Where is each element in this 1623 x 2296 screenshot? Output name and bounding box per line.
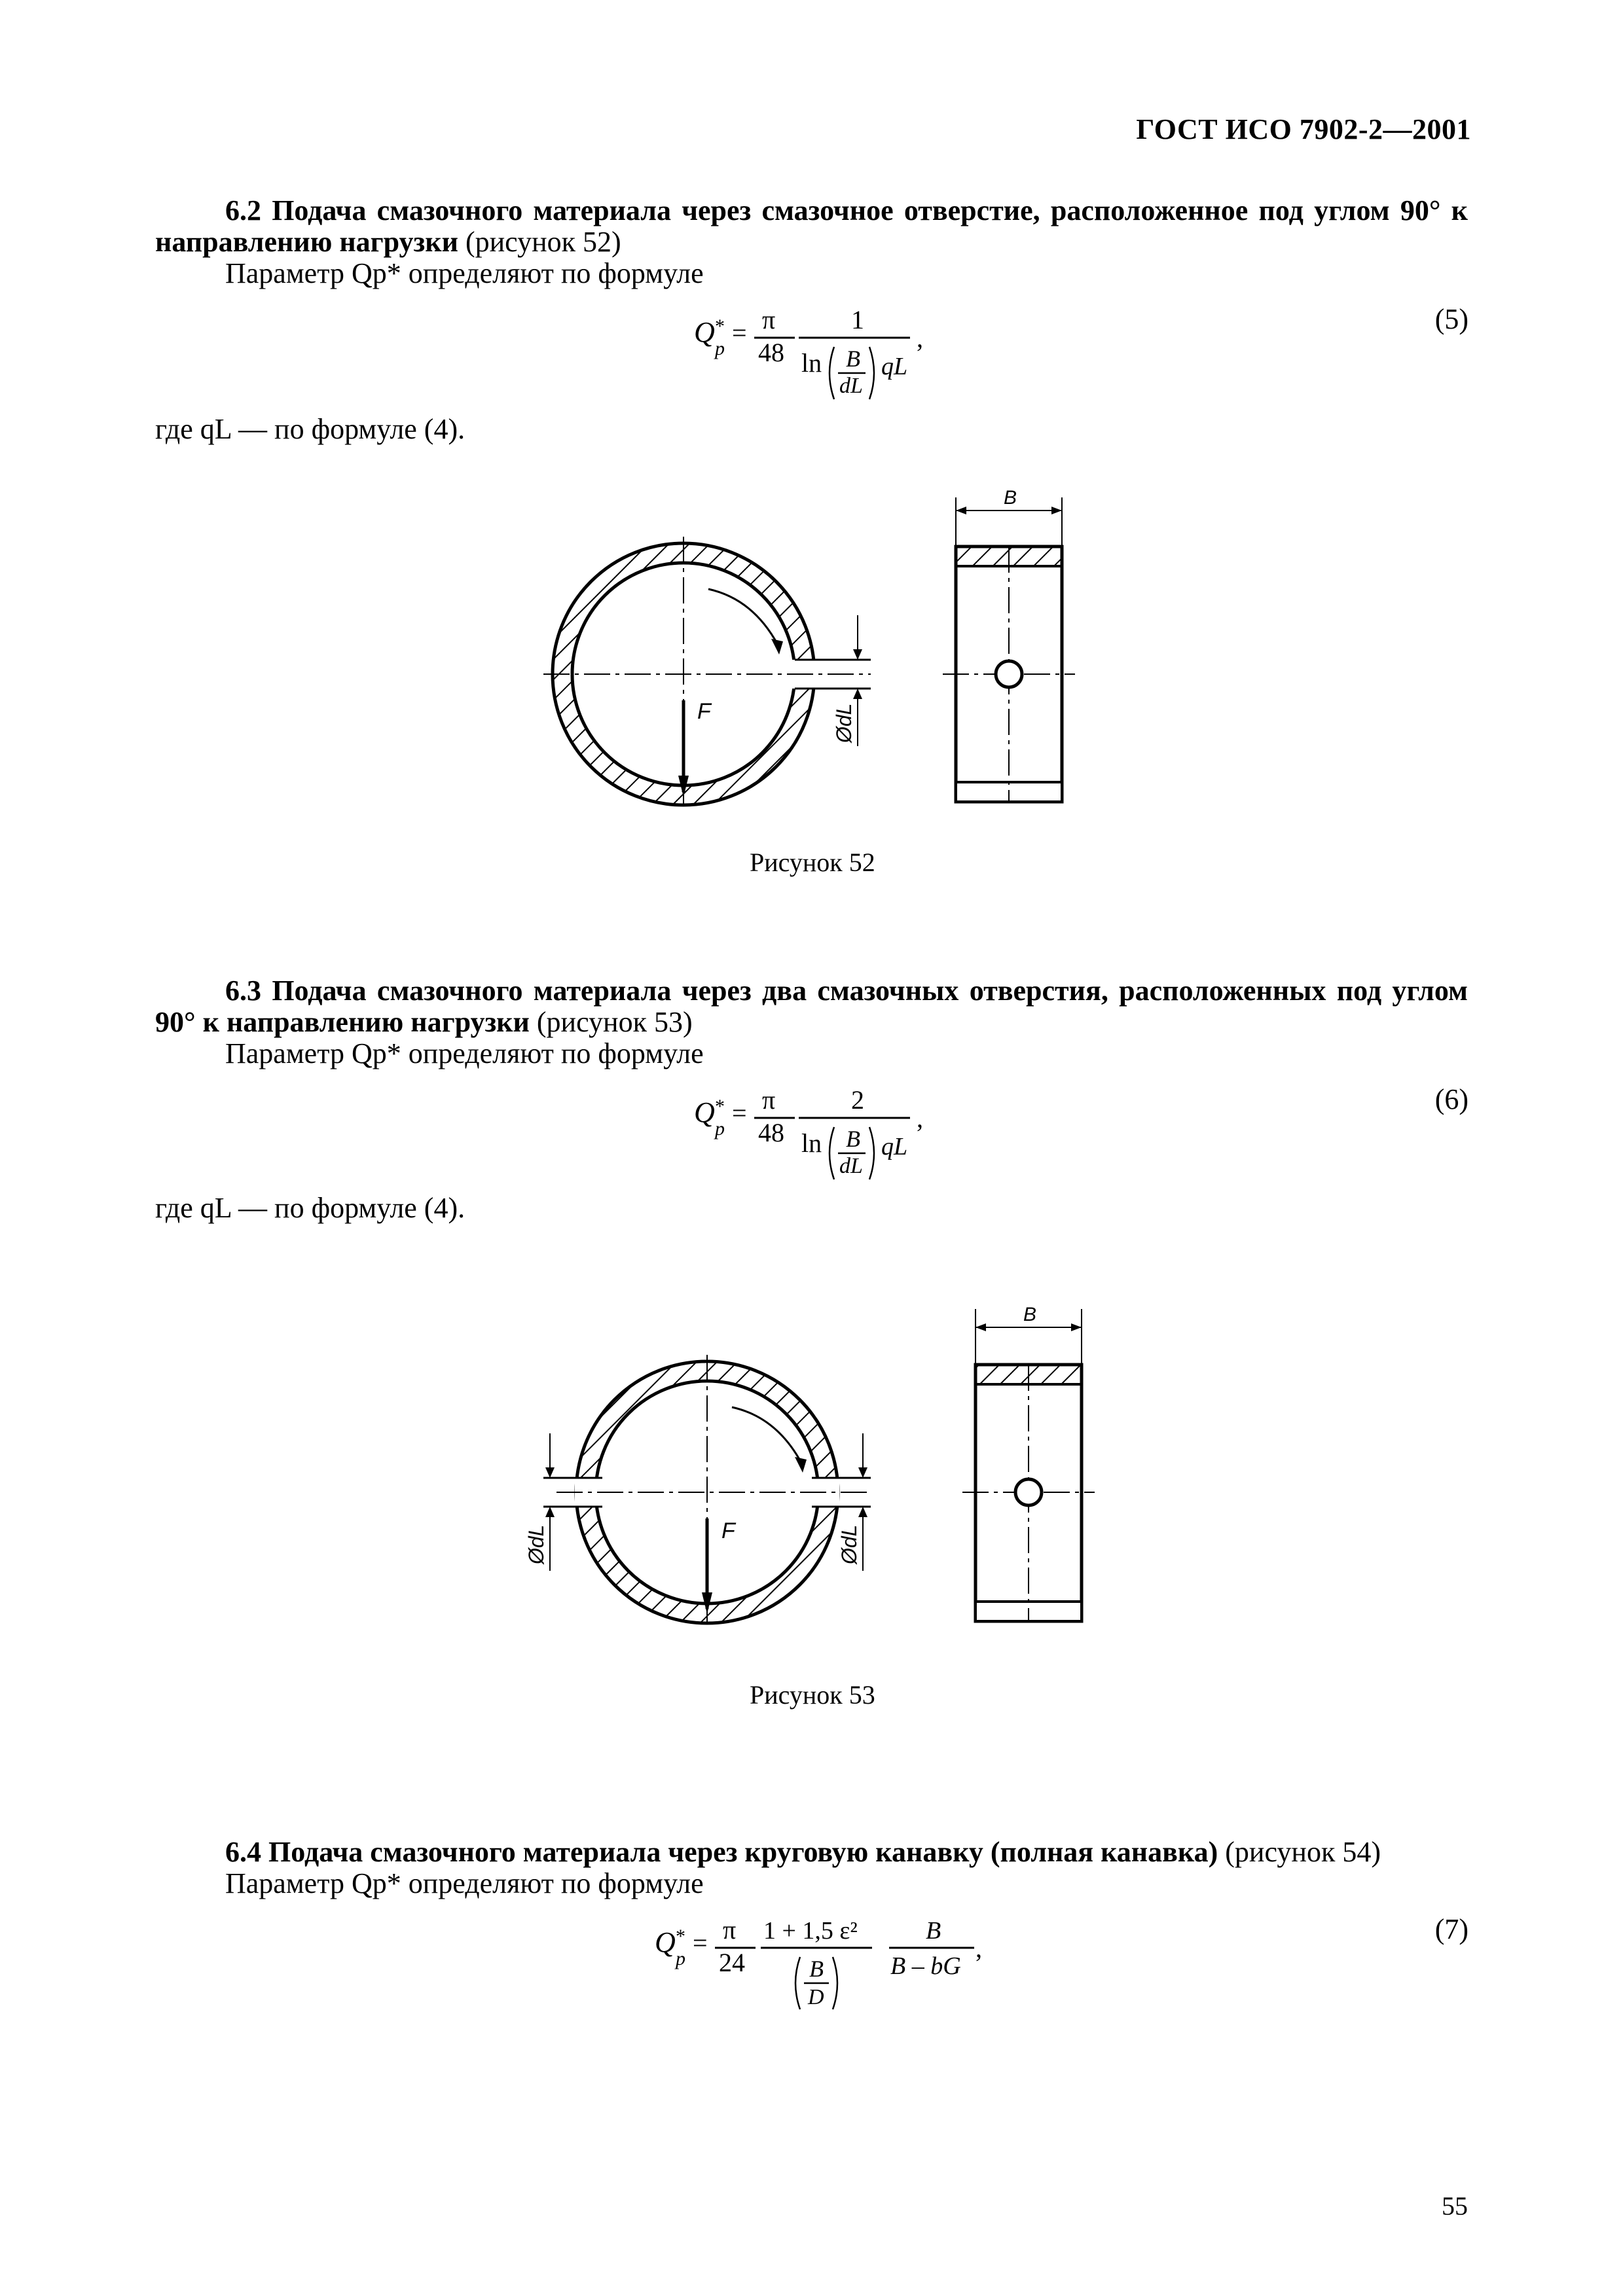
section-heading-bold: 6.3 Подача смазочного материала через два смазочных отверстия, расположенных под углом 90° к направлению нагрузки <box>155 975 1468 1038</box>
equation-number: (5) <box>1434 303 1468 335</box>
formula-paren-left <box>830 1127 834 1179</box>
formula-frac2-num: B <box>926 1917 941 1945</box>
bearing-side-view <box>962 1304 1095 1621</box>
equation-number: (7) <box>1434 1913 1468 1945</box>
formula-coef-den: 48 <box>758 338 784 367</box>
formula-frac2-den: B – bG <box>890 1952 961 1980</box>
formula-comma: , <box>917 1103 923 1133</box>
force-label: F <box>697 699 711 724</box>
formula-paren-right <box>869 347 874 399</box>
formula-inner-num: B <box>846 1126 860 1152</box>
hole-diameter-label: ØdL <box>524 1524 548 1564</box>
formula-coef-num: π <box>762 305 776 334</box>
formula-lhs: Q <box>694 1096 715 1128</box>
bearing-front-view <box>543 537 871 812</box>
formula-sup: * <box>676 1926 685 1947</box>
section-6-3-heading <box>155 975 1468 1038</box>
hole-diameter-label: ØdL <box>837 1524 861 1564</box>
formula-inner-num: B <box>809 1956 824 1982</box>
formula-equals: = <box>732 1098 747 1128</box>
section-heading-bold: 6.4 Подача смазочного материала через круговую канавку (полная канавка) <box>225 1836 1218 1868</box>
formula-sub: p <box>676 1948 685 1969</box>
formula-equals: = <box>693 1928 708 1958</box>
formula-7 <box>615 1911 1493 2022</box>
section-heading-bold: 6.2 Подача смазочного материала через смазочное отверстие, расположенное под углом 90° к направлению нагрузки <box>155 194 1468 258</box>
where-text: где qL — по формуле (4). <box>155 413 465 445</box>
formula-paren-right <box>833 1957 837 2009</box>
formula-sup: * <box>715 315 725 337</box>
figure-52 <box>524 484 1113 825</box>
formula-ln: ln <box>801 348 822 378</box>
section-6-4-param: Параметр Qp* определяют по формуле <box>225 1867 704 1899</box>
hole-diameter-label: ØdL <box>832 703 856 743</box>
formula-6 <box>655 1081 1506 1193</box>
formula-coef-den: 48 <box>758 1118 784 1147</box>
formula-inner-den: dL <box>839 374 863 398</box>
formula-paren-left <box>830 347 834 399</box>
formula-coef-num: π <box>723 1915 737 1945</box>
bearing-side-view <box>943 487 1075 802</box>
formula-equals: = <box>732 318 747 348</box>
formula-inner-den: D <box>808 1985 824 2009</box>
formula-inner-num: B <box>846 346 860 372</box>
formula-5 <box>655 301 1506 412</box>
section-6-4-heading <box>155 1837 1468 1868</box>
section-heading-ref: (рисунок 52) <box>458 226 621 258</box>
formula-sup: * <box>715 1096 725 1117</box>
formula-paren-left <box>795 1957 800 2009</box>
figure-53 <box>517 1296 1120 1649</box>
formula-coef-num: π <box>762 1085 776 1115</box>
section-heading-ref: (рисунок 54) <box>1218 1836 1381 1868</box>
formula-lhs: Q <box>694 316 715 348</box>
formula-frac-num: 1 <box>851 305 864 334</box>
formula-sub: p <box>715 338 725 359</box>
bearing-front-view <box>524 1355 871 1630</box>
width-label: B <box>1004 487 1017 509</box>
figure-caption: Рисунок 52 <box>750 848 875 877</box>
formula-paren-right <box>869 1127 874 1179</box>
formula-ln: ln <box>801 1128 822 1158</box>
width-label: B <box>1023 1304 1037 1325</box>
formula-lhs: Q <box>655 1926 676 1958</box>
formula-frac-num: 2 <box>851 1085 864 1115</box>
figure-caption: Рисунок 53 <box>750 1680 875 1710</box>
document-title: ГОСТ ИСО 7902-2—2001 <box>1136 113 1471 145</box>
page-number: 55 <box>1442 2191 1468 2221</box>
force-label: F <box>721 1518 735 1543</box>
formula-tail: qL <box>881 1133 908 1160</box>
section-heading-ref: (рисунок 53) <box>529 1006 693 1038</box>
formula-frac-num: 1 + 1,5 ε² <box>763 1917 858 1945</box>
section-6-2-param: Параметр Qp* определяют по формуле <box>225 257 704 289</box>
section-6-3-param: Параметр Qp* определяют по формуле <box>225 1037 704 1069</box>
formula-comma: , <box>976 1933 982 1963</box>
formula-comma: , <box>917 323 923 353</box>
formula-sub: p <box>715 1118 725 1139</box>
section-6-2-heading <box>155 195 1468 258</box>
formula-inner-den: dL <box>839 1154 863 1178</box>
formula-coef-den: 24 <box>719 1948 745 1977</box>
formula-tail: qL <box>881 353 908 380</box>
where-text: где qL — по формуле (4). <box>155 1192 465 1224</box>
equation-number: (6) <box>1434 1083 1468 1115</box>
